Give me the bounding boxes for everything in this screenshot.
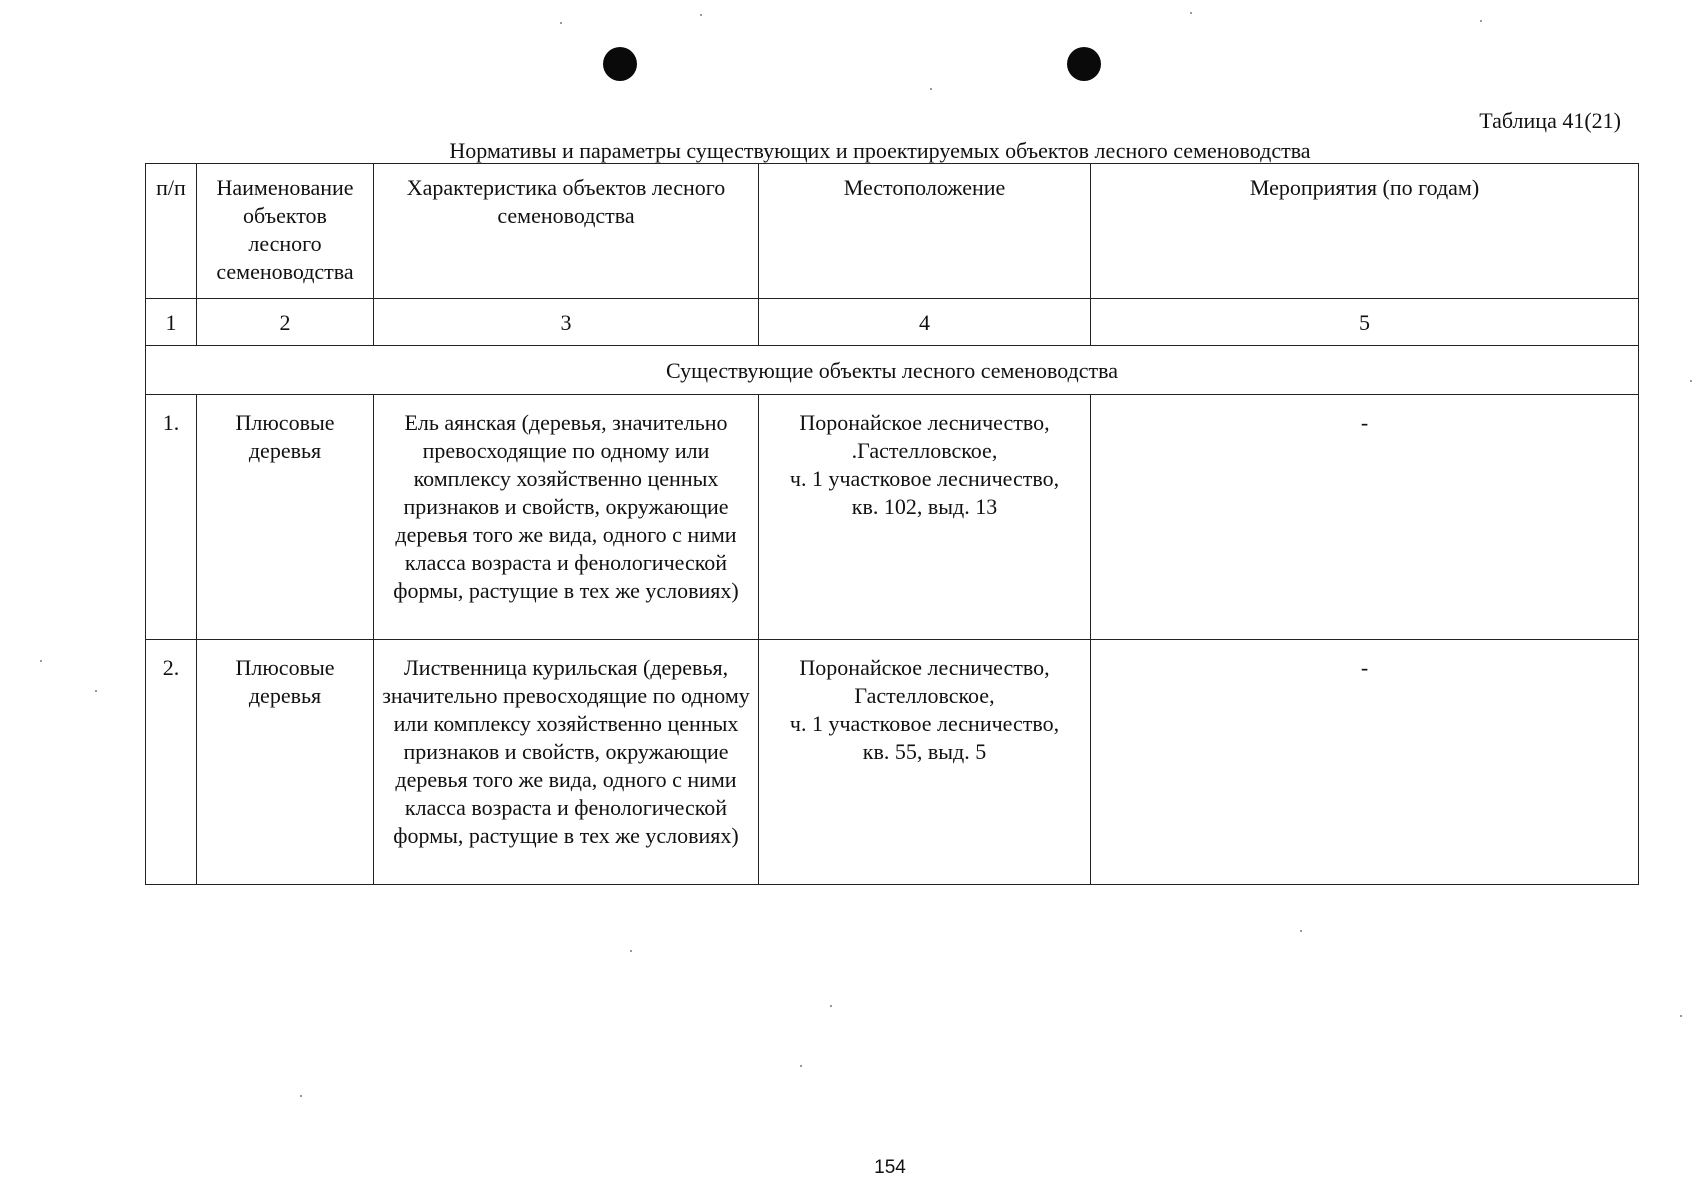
header-location: Местоположение [759, 164, 1091, 299]
table-title-text: Нормативы и параметры существующих и проектируемых объектов лесного семеноводства [449, 138, 1311, 163]
row-characteristics: Ель аянская (деревья, значительно превосходящие по одному или комплексу хозяйственно ценных признаков и свойств, окружающие деревья того же вида, одного с ними класса возраста и фенологической формы, растущие в тех же условиях) [374, 395, 759, 640]
column-number-cell: 3 [374, 299, 759, 346]
punch-hole-right [1067, 47, 1101, 81]
table-row [146, 395, 1639, 640]
column-number-row [146, 299, 1639, 346]
header-activities: Мероприятия (по годам) [1091, 164, 1639, 299]
location-line: Поронайское лесничество, [799, 410, 1050, 435]
section-row [146, 346, 1639, 395]
column-number-cell: 5 [1091, 299, 1639, 346]
table-title [0, 138, 1705, 164]
row-activities: - [1091, 395, 1639, 640]
row-location [759, 395, 1091, 640]
location-line: кв. 55, выд. 5 [862, 739, 987, 764]
row-object-name: Плюсовые деревья [197, 640, 374, 885]
row-number: 2. [146, 640, 197, 885]
column-number-cell: 1 [146, 299, 197, 346]
header-name: Наименование объектов лесного семеноводства [197, 164, 374, 299]
header-n: п/п [146, 164, 197, 299]
section-title: Существующие объекты лесного семеноводства [146, 346, 1639, 395]
header-characteristics: Характеристика объектов лесного семеноводства [374, 164, 759, 299]
location-line: ч. 1 участковое лесничество, [789, 466, 1060, 491]
location-line: Поронайское лесничество, [799, 655, 1050, 680]
table-number-label: Таблица 41(21) [1479, 108, 1621, 133]
location-line: ч. 1 участковое лесничество, [789, 711, 1060, 736]
location-line: .Гастелловское, [851, 438, 998, 463]
page-number: 154 [874, 1157, 906, 1178]
punch-hole-left [603, 47, 637, 81]
row-number: 1. [146, 395, 197, 640]
location-line: Гастелловское, [854, 683, 995, 708]
column-number-cell: 2 [197, 299, 374, 346]
row-characteristics: Лиственница курильская (деревья, значительно превосходящие по одному или комплексу хозяйственно ценных признаков и свойств, окружающие деревья того же вида, одного с ними класса возраста и фенологической формы, растущие в тех же условиях) [374, 640, 759, 885]
location-line: кв. 102, выд. 13 [851, 494, 998, 519]
row-object-name: Плюсовые деревья [197, 395, 374, 640]
row-location [759, 640, 1091, 885]
seed-objects-table [145, 163, 1639, 885]
column-number-cell: 4 [759, 299, 1091, 346]
table-row [146, 640, 1639, 885]
table-header-row [146, 164, 1639, 299]
row-activities: - [1091, 640, 1639, 885]
